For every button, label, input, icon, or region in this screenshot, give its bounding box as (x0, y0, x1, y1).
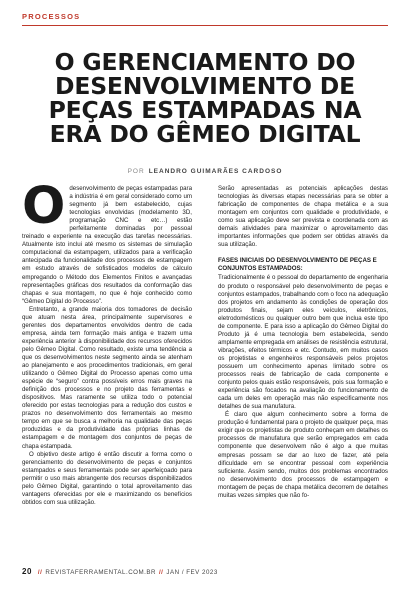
left-column (22, 177, 192, 507)
paragraph-text: desenvolvimento de peças estampadas para a indústria é em geral considerado como um segmento já bem estabelecido, cujas tecnologias envolvidas (modelamento 3D, programação CNC e etc…) estão perfeitamente dominadas por pessoal treinado e experiente na execução das tarefas necessárias. Atualmente isto inclui até mesmo os sistemas de simulação computacional da estampagem, utilizados para a verificação antecipada da funcionalidade dos processos de estampagem em estudo através de sofisticados modelos de cálculo empregando o Método dos Elementos Finitos e avançadas representações gráficas dos resultados da conformação das chapas e sua montagem, no que é hoje conhecido como “Gêmeo Digital do Processo”. (22, 185, 192, 305)
byline-prefix: POR (127, 168, 145, 175)
footer-separator: // (37, 569, 43, 576)
page-number: 20 (22, 567, 32, 576)
article-title: O GERENCIAMENTO DO DESENVOLVIMENTO DE PEÇAS ESTAMPADAS NA ERA DO GÊMEO DIGITAL (48, 48, 362, 148)
paragraph: Entretanto, a grande maioria dos tomadores de decisão que atuam nesta área, principalmente supervisores e gerentes dos departamentos envolvidos dentro de cada empresa, ainda tem formação mais antiga e trazem uma experiência anterior à disponibilidade dos recursos oferecidos pelo Gêmeo Digital. Como resultado, existe uma tendência a que os desenvolvimentos neste segmento ainda se atenham ao planejamento e aos procedimentos tradicionais, em geral utilizando o Gêmeo Digital do Processo apenas como uma espécie de “seguro” contra possíveis erros mais graves na definição dos processos e no projeto das ferramentas e dispositivos. Mas raramente se utiliza todo o potencial oferecido por estas tecnologias para a redução dos custos e prazos no desenvolvimento dos ferramentais ao mesmo tempo em que se busca a melhoria na qualidade das peças produzidas e da produtividade das próprias linhas de estampagem e de montagem dos conjuntos de peças de chapa estampada. (22, 305, 192, 450)
drop-cap: O (22, 177, 66, 236)
author-name: LEANDRO GUIMARÃES CARDOSO (148, 168, 283, 175)
section-label: PROCESSOS (22, 12, 81, 21)
footer-issue: JAN / FEV 2023 (166, 569, 218, 576)
paragraph: Serão apresentadas as potenciais aplicações destas tecnologias às diversas etapas necessárias para se obter a fabricação de componentes de chapa metálica e a sua montagem em conjuntos com qualidade e produtividade, e como sua aplicação deve ser prevista e coordenada com as demais atividades para maximizar o aproveitamento das importantes informações que podem ser obtidas através da sua utilização. (218, 185, 388, 249)
footer-site: REVISTAFERRAMENTAL.COM.BR (45, 569, 156, 576)
byline (22, 168, 388, 175)
section-divider (22, 25, 388, 26)
page-footer (22, 567, 388, 576)
paragraph (22, 177, 192, 306)
paragraph: O objetivo deste artigo é então discutir a forma como o gerenciamento do desenvolvimento de peças e conjuntos estampados e seus ferramentais pode ser aperfeiçoado para permitir o uso mais abrangente dos recursos disponibilizados pelo Gêmeo Digital, garantindo o total aproveitamento das vantagens oferecidas por ele e maximizando os benefícios obtidos com sua utilização. (22, 450, 192, 506)
footer-separator: // (158, 569, 164, 576)
paragraph: É claro que algum conhecimento sobre a forma de produção é fundamental para o projeto de qualquer peça, mas exigir que os projetistas de produto conheçam em detalhes os processos de manufatura que serão empregados em cada componente que desenvolvem não é algo a que muitas empresas possam se dar ao luxo de fazer, até pela dificuldade em se encontrar pessoal com experiência suficiente. Assim sendo, muitos dos problemas encontrados no desenvolvimento dos processos de estampagem e montagem de peças de chapa metálica decorrem de detalhes muitas vezes simples que não fo- (218, 411, 389, 499)
section-subheading: FASES INICIAIS DO DESENVOLVIMENTO DE PEÇAS E CONJUNTOS ESTAMPADOS: (218, 257, 377, 273)
paragraph: Tradicionalmente é o pessoal do departamento de engenharia do produto o responsável pelo desenvolvimento de peças e conjuntos estampados, trabalhando com o foco na adequação dos projetos em andamento às condições de operação dos produtos finais, sejam eles veículos, eletrônicos, eletrodomésticos ou qualquer outro bem que inclua este tipo de componente. E para isso a aplicação do Gêmeo Digital do Produto já é uma tecnologia bem estabelecida, sendo amplamente empregada em análises de resistência estrutural, vibrações, efeitos térmicos e etc. Contudo, em muitos casos os projetistas e engenheiros responsáveis pelos projetos possuem um conhecimento apenas limitado sobre os processos reais de fabricação de cada componente e conjunto pelos quais estão responsáveis, pois sua formação e experiência são focados na avaliação do funcionamento de cada um deles em operação mas não especificamente nos detalhes de sua manufatura. (218, 274, 388, 411)
right-column (218, 185, 388, 500)
